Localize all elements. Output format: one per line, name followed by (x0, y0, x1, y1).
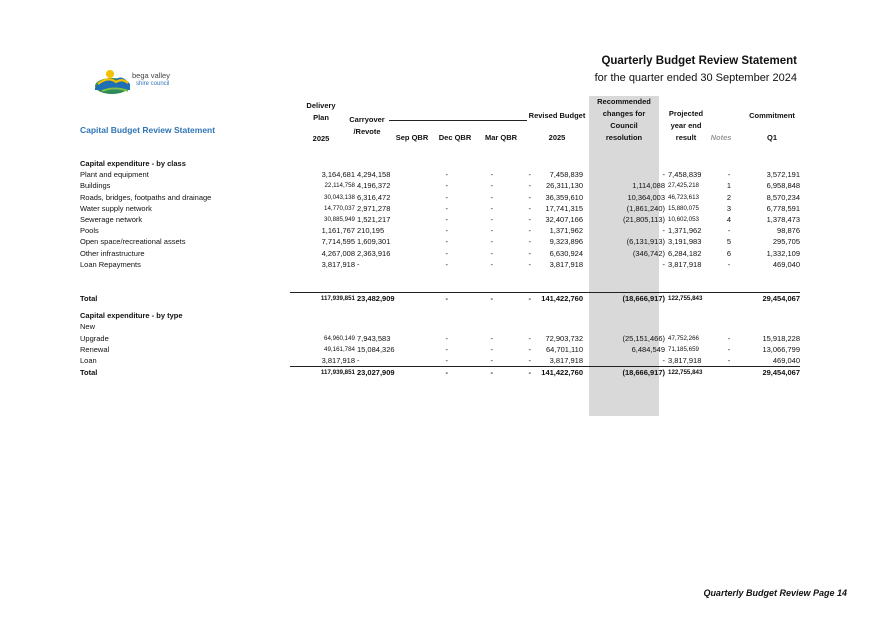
cell-commit: 6,778,591 (766, 203, 800, 213)
cell-rec: 6,484,549 (631, 344, 665, 354)
cell-carry: 7,943,583 (357, 333, 391, 343)
header-revised-budget (525, 110, 589, 144)
cell-plan: 3,817,918 (321, 259, 355, 269)
cell-dec: - (490, 259, 493, 269)
cell-rec: (346,742) (632, 248, 665, 258)
cell-label: Loan Repayments (80, 259, 141, 269)
header-mar-qbr: Mar QBR (484, 133, 518, 142)
cell-plan: 1,161,767 (321, 226, 355, 236)
cell-mar: - (528, 368, 531, 378)
header-commitment (737, 110, 807, 144)
table-row (80, 355, 800, 367)
header-recommended (589, 96, 659, 144)
header-sep-qbr: Sep QBR (395, 133, 429, 142)
cell-commit: 29,454,067 (762, 368, 800, 378)
cell-plan: 3,817,918 (290, 355, 355, 367)
cell-rec: (6,131,913) (626, 237, 665, 247)
cell-commit: 3,572,191 (766, 170, 800, 180)
cell-proj: 10,602,053 (668, 216, 699, 224)
cell-sep: - (445, 259, 448, 269)
cell-label: Total (80, 368, 98, 377)
table-row (80, 333, 800, 344)
cell-note: 3 (726, 203, 732, 213)
cell-dec: - (490, 170, 493, 180)
cell-label: Sewerage network (80, 215, 143, 225)
cell-dec: - (490, 226, 493, 236)
cell-sep (403, 321, 448, 332)
cell-note: 1 (726, 181, 732, 191)
cell-plan: 30,043,138 (324, 193, 355, 201)
cell-proj: 47,752,266 (668, 334, 699, 342)
cell-mar: - (528, 259, 531, 269)
cell-note: - (727, 344, 731, 354)
header-delivery-plan-l1: Delivery (306, 101, 336, 110)
cell-proj: 15,880,075 (668, 204, 699, 212)
cell-mar: - (528, 237, 531, 247)
cell-carry: - (355, 355, 403, 367)
cell-carry: 4,294,158 (357, 170, 391, 180)
page-subtitle: for the quarter ended 30 September 2024 (594, 72, 797, 84)
cell-plan: 3,164,681 (321, 170, 355, 180)
header-delivery-plan-year: 2025 (312, 134, 330, 143)
cell-dec: - (448, 355, 493, 367)
cell-sep: - (445, 226, 448, 236)
cell-revised: 72,903,732 (545, 333, 583, 343)
cell-mar: - (528, 344, 531, 354)
cell-carry: 15,084,326 (357, 344, 395, 354)
header-dec-qbr: Dec QBR (438, 133, 472, 142)
cell-note: - (727, 170, 731, 180)
cell-proj: 7,458,839 (668, 170, 702, 180)
cell-rec (583, 321, 665, 332)
table-row (80, 214, 800, 225)
cell-plan: 117,939,851 (290, 293, 355, 305)
page-footer: Quarterly Budget Review Page 14 (703, 588, 847, 598)
cell-revised: 141,422,760 (531, 293, 583, 305)
cell-label: Water supply network (80, 203, 152, 213)
cell-proj: 27,425,218 (668, 182, 699, 190)
table-row (80, 321, 800, 332)
cell-mar: - (528, 333, 531, 343)
cell-label: Plant and equipment (80, 170, 149, 180)
cell-rec: (21,805,113) (623, 215, 665, 225)
cell-revised: 64,701,110 (546, 344, 583, 354)
cell-mar: - (528, 181, 531, 191)
cell-commit: 6,958,848 (766, 181, 800, 191)
spacer-cell (80, 270, 800, 293)
logo-text-line1: bega valley (132, 71, 170, 80)
cell-carry: 210,195 (357, 226, 385, 236)
cell-commit: 295,705 (772, 237, 800, 247)
cell-revised: 1,371,962 (549, 226, 583, 236)
cell-sep: - (445, 170, 448, 180)
cell-mar: - (528, 215, 531, 225)
cell-dec: - (490, 248, 493, 258)
cell-carry: - (357, 259, 360, 269)
header-carryover-l1: Carryover (349, 115, 385, 124)
section-heading: Capital Budget Review Statement (80, 125, 216, 135)
group-heading-row (80, 158, 800, 169)
cell-dec: - (490, 333, 493, 343)
cell-proj: 1,371,962 (668, 226, 702, 236)
cell-sep: - (445, 248, 448, 258)
group-heading-row (80, 310, 800, 321)
table-row (80, 344, 800, 355)
cell-note: 5 (726, 237, 732, 247)
cell-carry: 2,971,278 (357, 203, 391, 213)
cell-commit: 1,378,473 (766, 215, 800, 225)
cell-note: - (727, 259, 731, 269)
cell-sep: - (445, 368, 448, 378)
cell-revised: 26,311,130 (546, 181, 583, 191)
cell-commit: 8,570,234 (766, 192, 800, 202)
cell-revised: 3,817,918 (549, 259, 583, 269)
cell-mar: - (528, 248, 531, 258)
cell-commit (740, 321, 800, 332)
cell-revised (531, 321, 583, 332)
cell-commit: 15,918,228 (762, 333, 800, 343)
cell-rec: - (662, 259, 665, 269)
qbr-group-line (389, 120, 527, 121)
cell-sep: - (445, 344, 448, 354)
cell-rec: (18,666,917) (583, 293, 665, 305)
header-projected-l1: Projected (668, 109, 704, 118)
header-recommended-l3: Council (610, 121, 638, 130)
cell-mar (493, 321, 531, 332)
cell-rec: - (583, 355, 665, 367)
cell-plan: 14,770,037 (324, 204, 355, 212)
total-row (80, 367, 800, 379)
cell-sep: - (403, 293, 448, 305)
cell-commit: 13,066,799 (762, 344, 800, 354)
header-revised-budget-l1: Revised Budget (528, 111, 586, 120)
cell-mar: - (493, 293, 531, 305)
cell-mar: - (528, 203, 531, 213)
cell-rec: - (662, 226, 665, 236)
cell-revised: 6,630,924 (549, 248, 583, 258)
cell-mar: - (528, 226, 531, 236)
cell-revised: 36,359,610 (545, 192, 583, 202)
cell-sep: - (445, 181, 448, 191)
cell-note: 6 (726, 248, 732, 258)
council-logo (90, 64, 200, 98)
cell-label: Open space/recreational assets (80, 237, 186, 247)
cell-sep: - (445, 203, 448, 213)
cell-proj: 3,191,983 (668, 237, 702, 247)
cell-dec: - (490, 368, 493, 378)
cell-label: Pools (80, 226, 99, 236)
table-row (80, 203, 800, 214)
cell-carry (355, 321, 403, 332)
total-row (80, 293, 800, 305)
cell-label: Upgrade (80, 333, 109, 343)
cell-note: 2 (726, 192, 732, 202)
cell-proj: 71,185,659 (668, 345, 699, 353)
cell-carry: 23,482,909 (355, 293, 403, 305)
cell-dec: - (490, 237, 493, 247)
cell-mar: - (493, 355, 531, 367)
cell-note: - (727, 333, 731, 343)
cell-carry: 1,609,301 (357, 237, 391, 247)
cell-carry: 23,027,909 (357, 368, 395, 378)
cell-revised: 17,741,315 (545, 203, 583, 213)
table-row (80, 169, 800, 180)
cell-carry: 6,316,472 (357, 192, 391, 202)
header-delivery-plan-l2: Plan (313, 113, 329, 122)
cell-proj: 46,723,613 (668, 193, 699, 201)
header-recommended-l2: changes for (602, 109, 646, 118)
cell-dec: - (490, 344, 493, 354)
header-projected-l2: year end (670, 121, 702, 130)
header-revised-budget-year: 2025 (548, 133, 566, 142)
cell-plan: 117,939,851 (320, 369, 355, 377)
group-heading: Capital expenditure - by type (80, 311, 183, 321)
cell-plan: 64,960,149 (324, 334, 355, 342)
cell-plan: 4,267,008 (321, 248, 355, 258)
header-notes: Notes (710, 133, 732, 142)
cell-rec: (1,861,240) (626, 203, 665, 213)
cell-rec: - (662, 170, 665, 180)
cell-sep: - (445, 237, 448, 247)
cell-rec: (18,666,917) (622, 368, 665, 378)
cell-proj: 122,755,843 (665, 293, 718, 305)
table-row (80, 248, 800, 259)
cell-label: Buildings (80, 181, 111, 191)
cell-plan: 49,161,784 (324, 345, 355, 353)
cell-proj: 3,817,918 (665, 355, 718, 367)
cell-revised: 7,458,839 (549, 170, 583, 180)
cell-dec: - (490, 215, 493, 225)
header-delivery-plan (296, 100, 346, 145)
cell-carry: 4,196,372 (357, 181, 391, 191)
cell-sep: - (403, 355, 448, 367)
cell-note: 4 (726, 215, 732, 225)
table-row (80, 180, 800, 191)
logo-text-line2: shire council (136, 81, 170, 87)
cell-revised: 3,817,918 (531, 355, 583, 367)
cell-revised: 32,407,166 (545, 215, 583, 225)
group-heading: Capital expenditure - by class (80, 159, 186, 168)
table-row (80, 225, 800, 236)
cell-proj: 3,817,918 (668, 259, 702, 269)
table-row (80, 259, 800, 270)
cell-rec: 1,114,088 (632, 181, 665, 191)
cell-label: New (80, 322, 96, 332)
header-carryover (342, 114, 392, 138)
cell-plan: 30,885,949 (324, 216, 355, 224)
header-commitment-l1: Commitment (749, 111, 795, 120)
header-commitment-q: Q1 (766, 133, 777, 142)
cell-label: Total (80, 293, 98, 303)
table-row (80, 236, 800, 247)
cell-plan: 22,114,758 (324, 182, 355, 190)
header-projected (660, 108, 712, 144)
table-row (80, 192, 800, 203)
cell-rec: (25,151,466) (622, 333, 665, 343)
cell-note (718, 367, 740, 379)
cell-commit: 98,876 (777, 226, 800, 236)
cell-dec: - (448, 293, 493, 305)
cell-carry: 2,363,916 (357, 248, 391, 258)
cell-sep: - (445, 333, 448, 343)
cell-label: Roads, bridges, footpaths and drainage (80, 192, 212, 202)
header-projected-l3: result (675, 133, 697, 142)
cell-proj (665, 321, 718, 332)
capital-budget-table-body (80, 158, 800, 378)
header-recommended-l1: Recommended (597, 97, 651, 106)
cell-dec: - (490, 192, 493, 202)
cell-plan (290, 321, 355, 332)
cell-dec: - (490, 181, 493, 191)
capital-budget-table (80, 158, 800, 378)
header-recommended-l4: resolution (605, 133, 643, 142)
cell-dec (448, 321, 493, 332)
cell-label: Other infrastructure (80, 248, 145, 258)
cell-proj: 6,284,182 (668, 248, 702, 258)
cell-commit: 1,332,109 (766, 248, 800, 258)
cell-dec: - (490, 203, 493, 213)
cell-mar: - (528, 192, 531, 202)
cell-proj: 122,755,843 (668, 369, 703, 377)
cell-carry: 1,521,217 (357, 215, 391, 225)
cell-revised: 9,323,896 (549, 237, 583, 247)
cell-note: - (727, 226, 731, 236)
cell-commit: 469,040 (740, 355, 800, 367)
cell-rec: 10,364,003 (627, 192, 665, 202)
cell-commit: 469,040 (772, 259, 800, 269)
cell-label: Renewal (80, 344, 110, 354)
cell-mar: - (528, 170, 531, 180)
spacer-row (80, 270, 800, 293)
cell-note (718, 321, 740, 332)
cell-label: Loan (80, 356, 97, 366)
cell-plan: 7,714,595 (321, 237, 355, 247)
page-title: Quarterly Budget Review Statement (601, 55, 797, 67)
cell-sep: - (445, 192, 448, 202)
header-carryover-l2: /Revote (353, 127, 381, 136)
cell-note (718, 293, 740, 305)
cell-commit: 29,454,067 (740, 293, 800, 305)
cell-revised: 141,422,760 (541, 368, 583, 378)
cell-note: - (718, 355, 740, 367)
cell-sep: - (445, 215, 448, 225)
